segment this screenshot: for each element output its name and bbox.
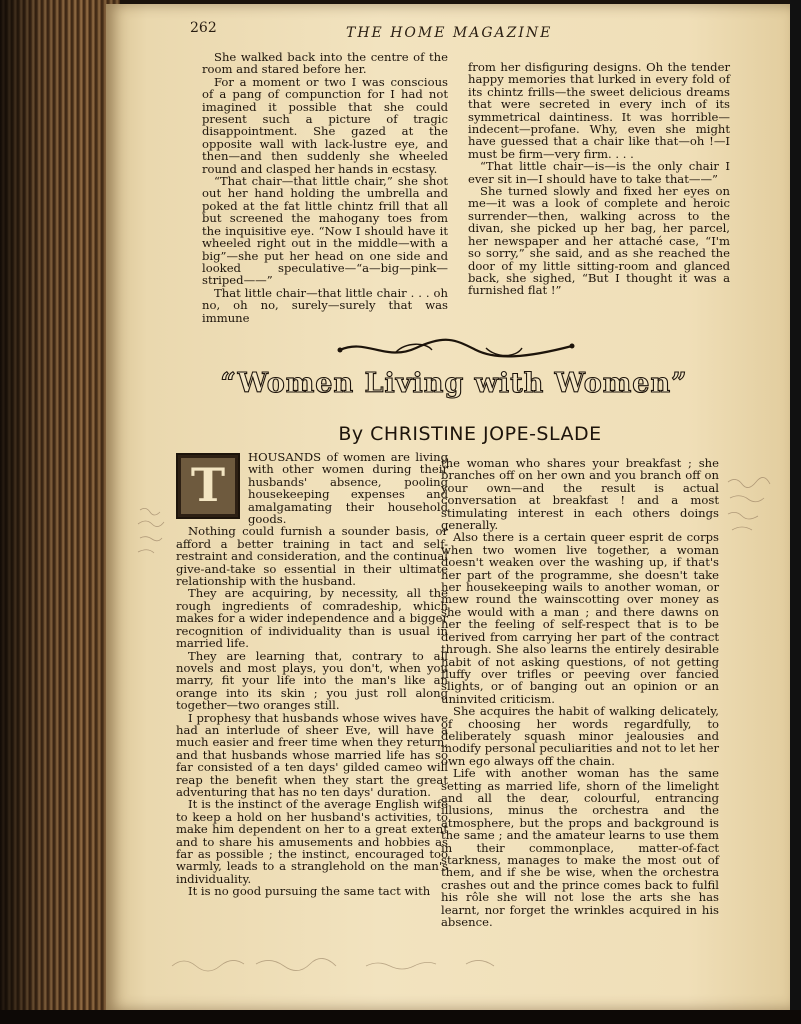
paragraph: For a moment or two I was conscious of a pang of compunction for I had not imagined it possible that she could present such a picture of tragic disappointment. She gazed at the opposite wall with lack-lustre eye, and then—and then suddenly she wheeled round and clasped her hands in ecstasy. [202,74,448,176]
opening-text: of women are living with other women during their husbands' absence, pooling housekeeping expenses and amalgamating their household goods. [248,450,448,527]
article-byline: By CHRISTINE JOPE-SLADE [338,423,602,445]
paragraph: “That chair—that little chair,” she shot out her hand holding the umbrella and poked at the fat little chintz frill that all but screened the mahogany toes from the inquisitive eye. “Now I should have it wheeled right out in the middle—with a big”—she put her head on one side and looked speculative—“a—big—pink—striped——” [202,174,448,288]
paragraph: from her disfiguring designs. Oh the tender happy memories that lurked in every fold of its chintz frills—the sweet delicious dreams that were secreted in every inch of its symmetrical daintiness. It was horrible—indecent—profane. Why, even she might have guessed that a chair like that—oh !—I must be firm—very firm. . . . [468,60,730,161]
paragraph: Nothing could furnish a sounder basis, or afford a better training in tact and self-restraint and consideration, and the continual give-and-take so essential in their ultimate relationship with the husband. [176,524,448,589]
paragraph: It is no good pursuing the same tact with [188,884,431,899]
article-left-column [176,451,448,898]
paragraph: I prophesy that husbands whose wives have had an interlude of sheer Eve, will have a much easier and freer time when they return, and that husbands whose married life has so far consisted of a ten days' gilded cameo will reap the benefit when they start the great adventuring that has no ten days' duration. [176,710,448,799]
story-end-left-column [202,51,448,324]
article-title: “Women Living with Women” [220,368,688,399]
pencil-margin-scribble [136,504,176,584]
paragraph: She walked back into the centre of the room and stared before her. [202,50,448,77]
paragraph: That little chair—that little chair . . . oh no, oh no, surely—surely that was immune [202,285,448,325]
running-title: THE HOME MAGAZINE [346,25,553,41]
article-right-column [441,457,719,928]
opening-paragraph [176,451,448,525]
spine-shadow [0,0,120,1024]
paragraph: They are learning that, contrary to all novels and most plays, you don't, when you marry, fit your life into the man's like an orange into its skin ; you just roll along together—two oranges still. [176,648,448,713]
scan-border-bottom [0,1010,801,1024]
paragraph: She acquires the habit of walking delicately, of choosing her words regardfully, to deliberately squash minor jealousies and modify personal peculiarities and not to let her own ego always off the chain. [441,704,719,768]
paragraph: They are acquiring, by necessity, all the rough ingredients of comradeship, which makes for a wider independence and a bigger recognition of individuality than is usual in married life. [176,586,448,651]
scroll-flourish-ornament-icon [336,336,576,362]
page-sheet [106,4,790,1010]
pencil-margin-scribble [724,474,784,554]
paragraph: “That little chair—is—is the only chair I ever sit in—I should have to take that——” [468,159,730,186]
pencil-footer-scribble [166,952,586,976]
opening-words: HOUSANDS [248,450,322,464]
paragraph: the woman who shares your breakfast ; she branches off on her own and you branch off on your own—and the result is actual conversation at breakfast ! and a most stimulating interest in each others doings generally. [441,456,719,533]
paragraph: Life with another woman has the same setting as married life, shorn of the limelight and all the dear, colourful, entrancing illusions, minus the orchestra and the atmosphere, but the props and background is the same ; and the amateur learns to use them in their commonplace, matter-of-fact starkness, manages to make the most out of them, and if she be wise, when the orchestra crashes out and the prince comes back to fulfil his rôle she will not lose the arts she has learnt, nor forget the wrinkles acquired in his absence. [441,766,719,930]
story-end-right-column [468,61,730,297]
ornate-initial-frame-icon: T [176,453,240,519]
paragraph: It is the instinct of the average English wife to keep a hold on her husband's activities, to make him dependent on her to a great extent and to share his amusements and hobbies as far as possible ; the instinct, encouraged too warmly, leads to a stranglehold on the man's individuality. [176,797,448,886]
paragraph: She turned slowly and fixed her eyes on me—it was a look of complete and heroic surrender—then, walking across to the divan, she picked up her bag, her parcel, her newspaper and her attaché case, “I'm so sorry,” she said, and as she reached the door of my little sitting-room and glanced back, she sighed, “But I thought it was a furnished flat !” [468,184,730,298]
page-number: 262 [190,20,217,36]
scan-border-right [790,0,801,1024]
paragraph: Also there is a certain queer esprit de corps when two women live together, a woman doesn't weaken over the washing up, if that's her part of the programme, she doesn't take her housekeeping wails to another woman, or mew round the wainscotting over money as she would with a man ; and there dawns on her the feeling of self-respect that is to be derived from carrying her part of the contract through. She also learns the entirely desirable habit of not asking questions, of not getting fluffy over trifles or peeving over fancied slights, or of banging out an opinion or an uninvited criticism. [441,530,719,706]
